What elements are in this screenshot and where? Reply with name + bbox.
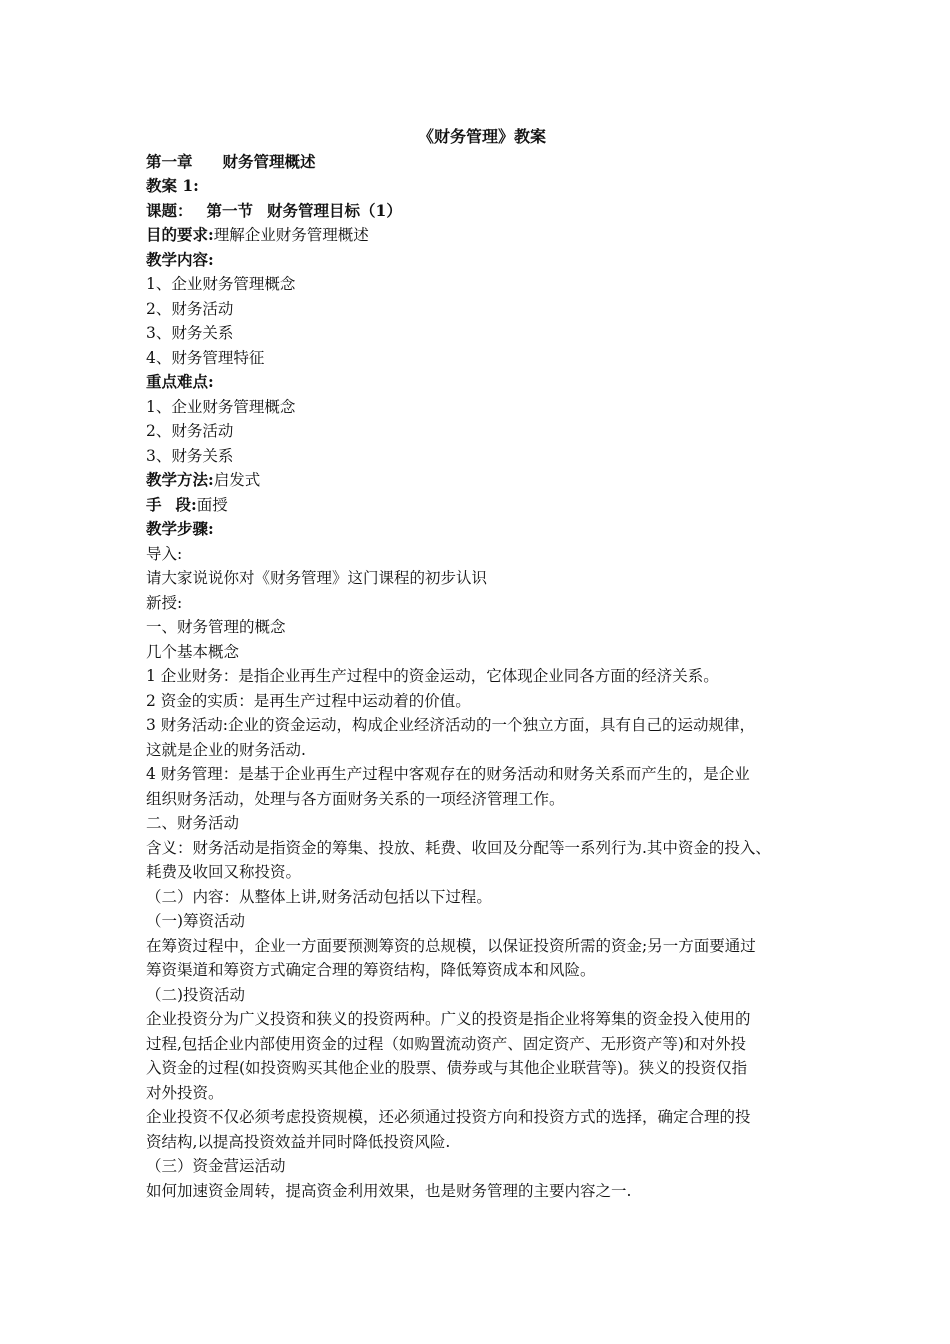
content-item: 3、财务关系 bbox=[146, 324, 234, 342]
key-point-item: 2、财务活动 bbox=[146, 422, 234, 440]
body-line: 如何加速资金周转，提高资金利用效果，也是财务管理的主要内容之一. bbox=[146, 1181, 632, 1200]
content-label: 教学内容: bbox=[146, 249, 214, 269]
body-line: （三）资金营运活动 bbox=[146, 1157, 286, 1175]
method-label: 教学方法: bbox=[146, 470, 214, 489]
content-item: 4、财务管理特征 bbox=[146, 348, 265, 367]
body-line: 1 企业财务：是指企业再生产过程中的资金运动，它体现企业同各方面的经济关系。 bbox=[146, 667, 719, 685]
body-line: （一)筹资活动 bbox=[146, 912, 246, 930]
topic-section: 第一节 bbox=[206, 200, 254, 220]
content-item: 1、企业财务管理概念 bbox=[146, 275, 296, 293]
topic-label: 课题： bbox=[146, 200, 193, 220]
key-point-item: 1、企业财务管理概念 bbox=[146, 397, 296, 416]
chapter-heading bbox=[146, 150, 818, 175]
body-line: 筹资渠道和筹资方式确定合理的筹资结构，降低筹资成本和风险。 bbox=[146, 961, 596, 979]
body-line: 3 财务活动:企业的资金运动，构成企业经济活动的一个独立方面，具有自己的运动规律， bbox=[146, 716, 756, 734]
body-line: 导入: bbox=[146, 544, 183, 563]
objective-text: 理解企业财务管理概述 bbox=[213, 226, 369, 244]
topic-name: 财务管理目标（1） bbox=[267, 200, 402, 220]
content-item: 2、财务活动 bbox=[146, 299, 234, 318]
steps-label: 教学步骤: bbox=[146, 519, 214, 538]
means-text: 面授 bbox=[196, 495, 228, 514]
chapter-label: 第一章 bbox=[146, 151, 193, 171]
topic-line bbox=[146, 199, 818, 224]
body-line: 入资金的过程(如投资购买其他企业的股票、债券或与其他企业联营等)。狭义的投资仅指 bbox=[146, 1059, 748, 1077]
body-line: 资结构,以提高投资效益并同时降低投资风险. bbox=[146, 1132, 451, 1151]
body-line: 耗费及收回又称投资。 bbox=[146, 863, 302, 881]
body-line: 新授: bbox=[146, 593, 183, 612]
key-point-item: 3、财务关系 bbox=[146, 446, 234, 465]
lesson-number: 教案 1: bbox=[146, 176, 199, 195]
method-line bbox=[146, 468, 818, 493]
body-line: 几个基本概念 bbox=[146, 642, 240, 661]
method-text: 启发式 bbox=[213, 471, 261, 489]
body-line: 这就是企业的财务活动. bbox=[146, 740, 306, 759]
body-line: 在筹资过程中，企业一方面要预测筹资的总规模，以保证投资所需的资金;另一方面要通过 bbox=[146, 936, 756, 955]
body-line: （二）内容：从整体上讲,财务活动包括以下过程。 bbox=[146, 887, 492, 906]
means-line bbox=[146, 493, 818, 518]
body-line: 组织财务活动，处理与各方面财务关系的一项经济管理工作。 bbox=[146, 789, 565, 808]
body-line: 企业投资不仅必须考虑投资规模，还必须通过投资方向和投资方式的选择，确定合理的投 bbox=[146, 1108, 751, 1126]
body-line: 二、财务活动 bbox=[146, 814, 240, 832]
body-line: 过程,包括企业内部使用资金的过程（如购置流动资产、固定资产、无形资产等)和对外投 bbox=[146, 1034, 746, 1053]
key-points-label: 重点难点: bbox=[146, 372, 214, 391]
lesson-plan bbox=[146, 125, 818, 1203]
means-label-a: 手 bbox=[146, 494, 162, 514]
body-line: （二)投资活动 bbox=[146, 985, 246, 1004]
body-line: 企业投资分为广义投资和狭义的投资两种。广义的投资是指企业将筹集的资金投入使用的 bbox=[146, 1010, 751, 1028]
document-title: 《财务管理》教案 bbox=[417, 127, 546, 146]
objective-line bbox=[146, 223, 818, 248]
body-line: 4 财务管理：是基于企业再生产过程中客观存在的财务活动和财务关系而产生的，是企业 bbox=[146, 765, 750, 783]
chapter-name: 财务管理概述 bbox=[222, 151, 316, 171]
body-line: 对外投资。 bbox=[146, 1083, 224, 1102]
body-line: 一、财务管理的概念 bbox=[146, 618, 286, 636]
objective-label: 目的要求: bbox=[146, 225, 214, 244]
means-label-b: 段: bbox=[175, 494, 197, 514]
body-line: 含义：财务活动是指资金的筹集、投放、耗费、收回及分配等一系列行为.其中资金的投入、 bbox=[146, 838, 771, 857]
body-line: 请大家说说你对《财务管理》这门课程的初步认识 bbox=[146, 569, 488, 587]
body-line: 2 资金的实质：是再生产过程中运动着的价值。 bbox=[146, 691, 471, 710]
